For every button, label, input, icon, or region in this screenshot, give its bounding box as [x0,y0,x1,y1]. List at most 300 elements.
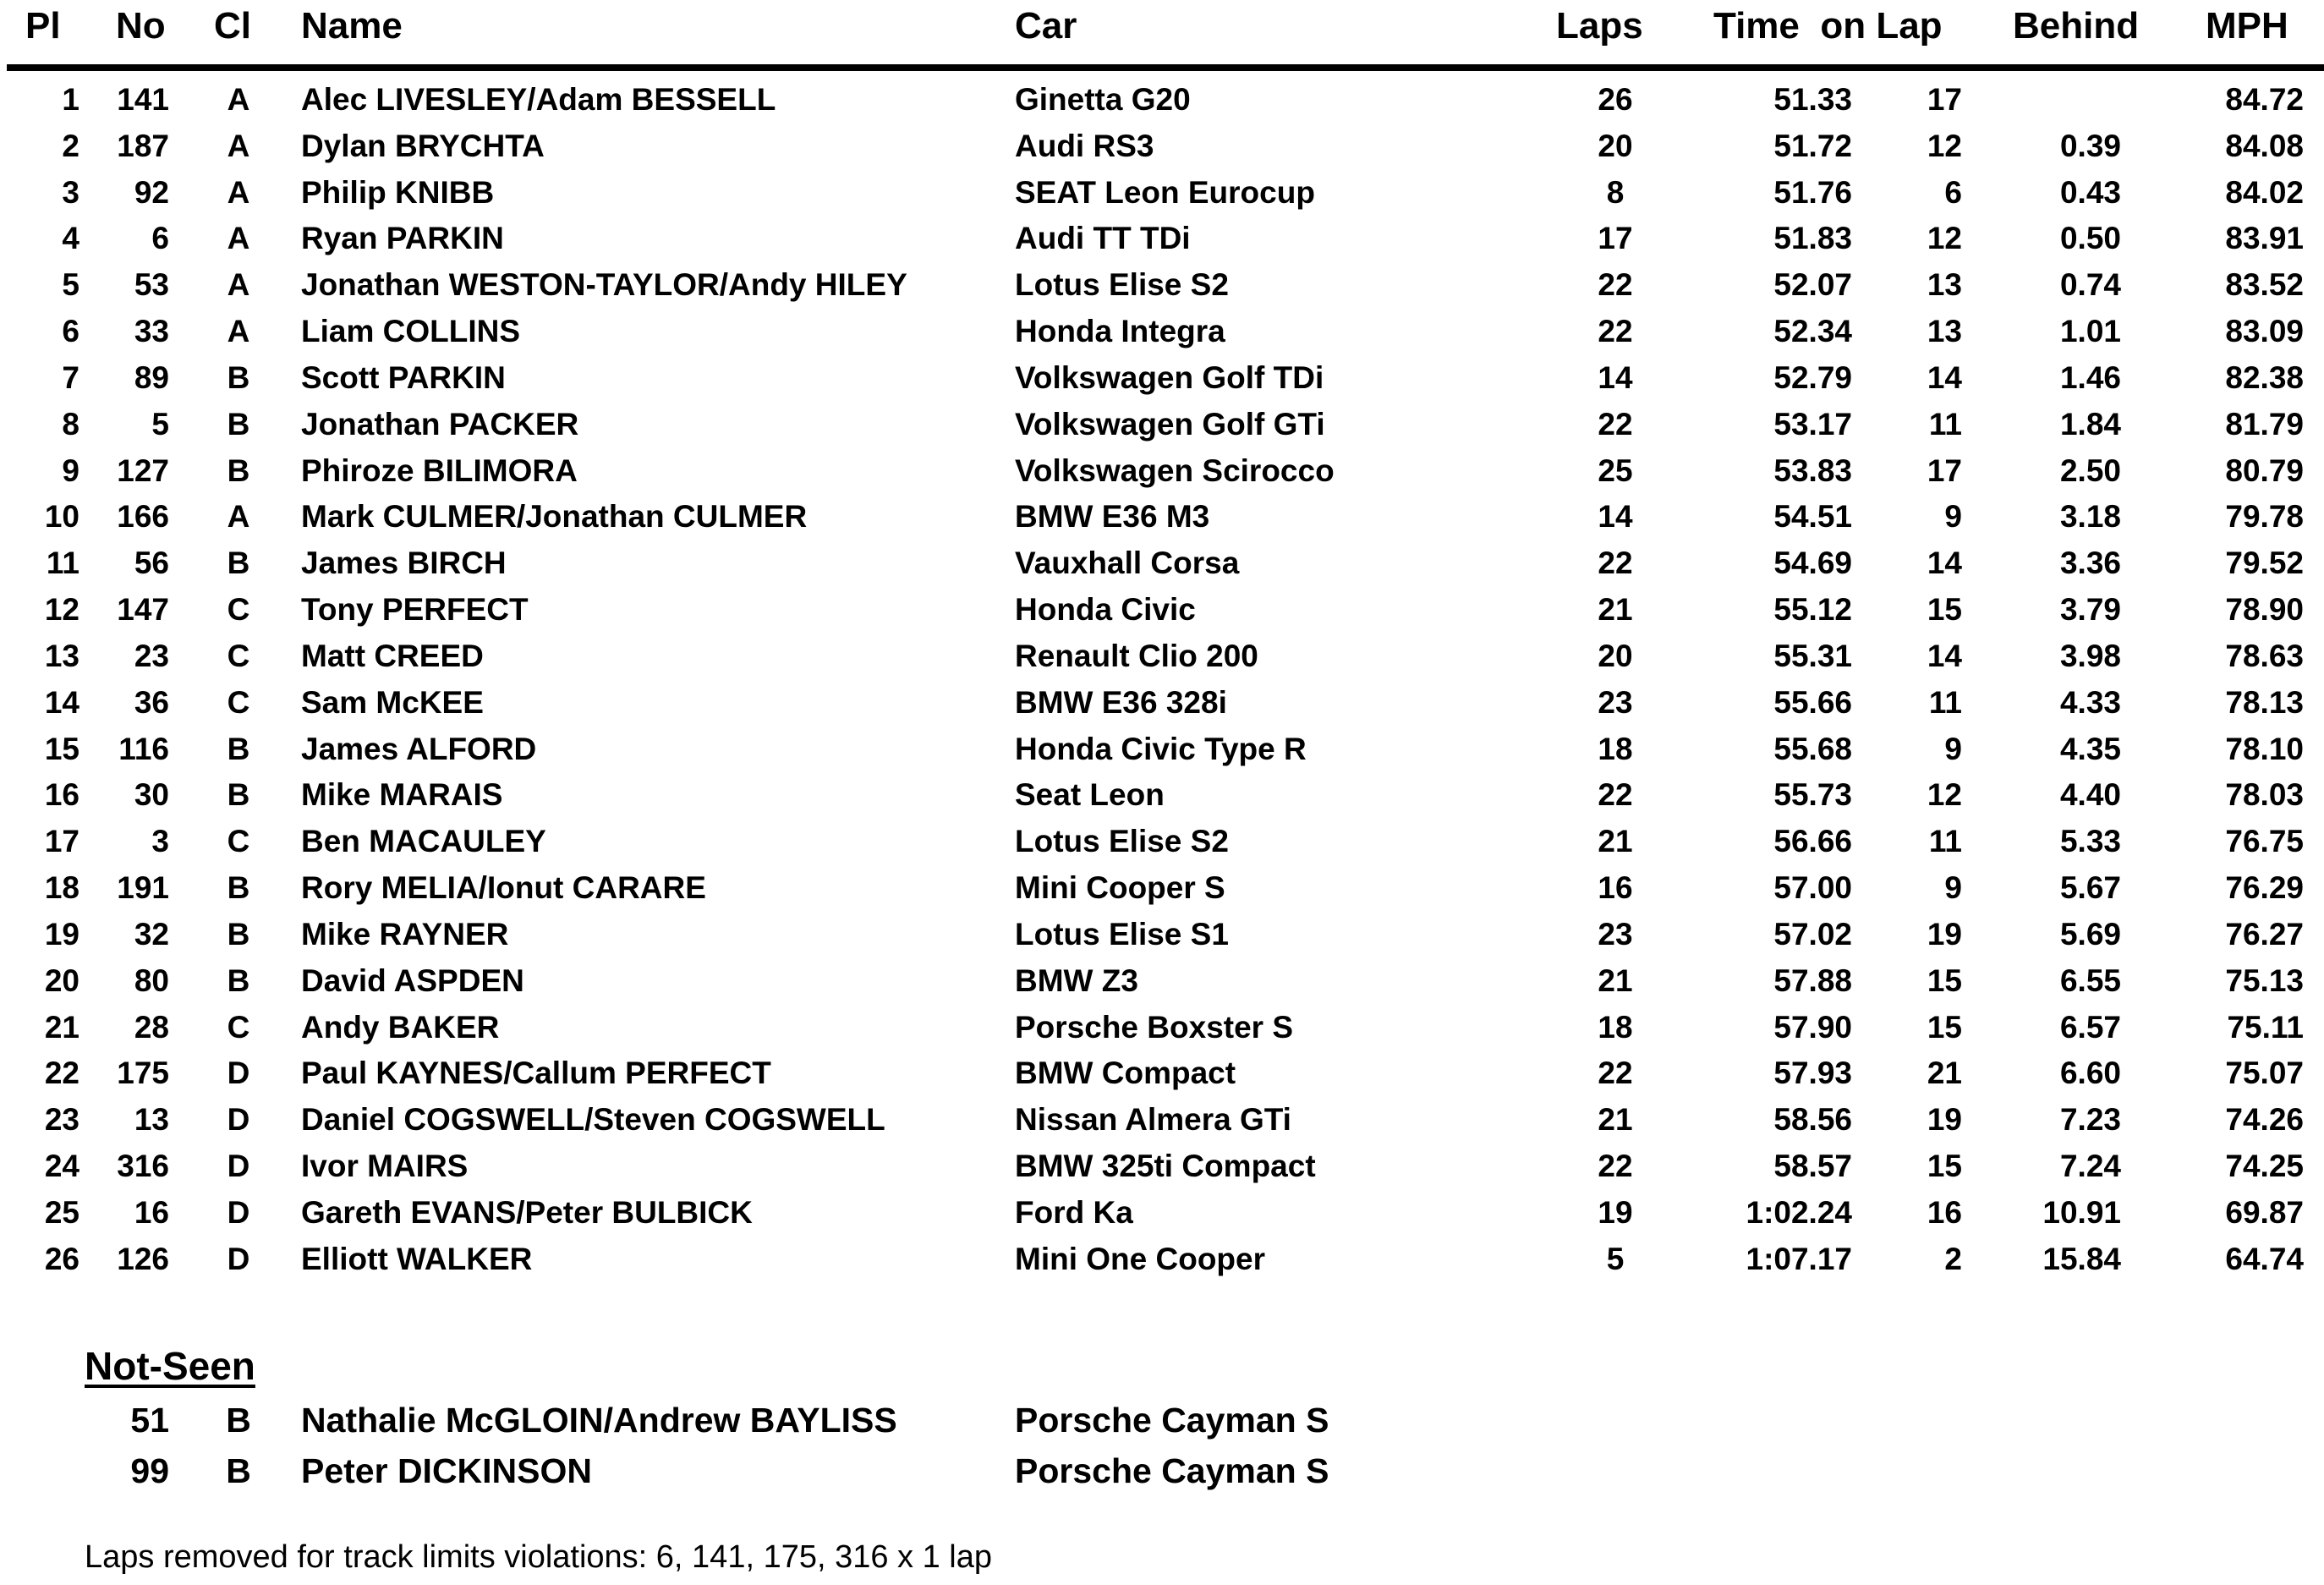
header-cl: Cl [214,5,251,47]
table-row [0,446,2324,492]
cell-cl: C [227,824,250,859]
cell-time: 51.33 [1773,82,1852,117]
cell-no: 187 [117,128,169,163]
not-seen-car: Porsche Cayman S [1015,1451,1329,1490]
cell-on-lap: 2 [1944,1241,1962,1276]
cell-time: 58.56 [1773,1102,1852,1138]
cell-name: Mike MARAIS [301,777,503,813]
cell-pl: 12 [44,592,79,628]
cell-car: Lotus Elise S1 [1015,916,1229,952]
cell-behind: 1.84 [2059,406,2121,441]
cell-car: Volkswagen Scirocco [1015,452,1335,488]
cell-mph: 82.38 [2225,359,2304,395]
cell-cl: B [227,546,250,581]
cell-no: 316 [117,1149,169,1184]
cell-name: Scott PARKIN [301,359,506,395]
cell-cl: A [227,82,250,117]
cell-name: Alec LIVESLEY/Adam BESSELL [301,82,776,117]
cell-pl: 4 [62,221,79,256]
cell-cl: B [227,777,250,813]
cell-laps: 21 [1598,1102,1633,1138]
cell-car: BMW E36 M3 [1015,499,1210,535]
cell-behind: 6.57 [2059,1009,2121,1045]
cell-laps: 14 [1598,499,1633,535]
cell-behind: 6.60 [2059,1056,2121,1091]
cell-no: 175 [117,1056,169,1091]
cell-time: 53.17 [1773,406,1852,441]
cell-time: 1:07.17 [1746,1241,1852,1276]
cell-cl: B [227,359,250,395]
cell-car: Porsche Boxster S [1015,1009,1294,1045]
cell-cl: B [227,406,250,441]
cell-behind: 3.18 [2059,499,2121,535]
cell-cl: A [227,499,250,535]
cell-car: Vauxhall Corsa [1015,546,1240,581]
cell-mph: 76.27 [2225,916,2304,952]
cell-on-lap: 15 [1927,1149,1962,1184]
cell-pl: 25 [44,1194,79,1230]
cell-on-lap: 14 [1927,638,1962,673]
header-mph: MPH [2206,5,2288,47]
cell-car: Renault Clio 200 [1015,638,1258,673]
cell-on-lap: 12 [1927,221,1962,256]
cell-cl: D [227,1102,250,1138]
cell-time: 55.31 [1773,638,1852,673]
cell-behind: 0.50 [2059,221,2121,256]
cell-cl: C [227,638,250,673]
cell-laps: 21 [1598,963,1633,998]
table-row [0,491,2324,538]
cell-laps: 26 [1598,82,1633,117]
cell-time: 51.72 [1773,128,1852,163]
cell-time: 55.73 [1773,777,1852,813]
cell-no: 141 [117,82,169,117]
results-table-body [0,74,2324,1281]
cell-car: Audi RS3 [1015,128,1154,163]
cell-laps: 18 [1598,1009,1633,1045]
cell-car: Lotus Elise S2 [1015,824,1229,859]
cell-name: Rory MELIA/Ionut CARARE [301,870,706,906]
cell-behind: 5.69 [2059,916,2121,952]
cell-behind: 1.01 [2059,314,2121,349]
cell-pl: 19 [44,916,79,952]
cell-behind: 0.39 [2059,128,2121,163]
cell-on-lap: 12 [1927,777,1962,813]
cell-car: Audi TT TDi [1015,221,1191,256]
cell-pl: 9 [62,452,79,488]
not-seen-car: Porsche Cayman S [1015,1401,1329,1440]
cell-mph: 78.63 [2225,638,2304,673]
cell-name: Mike RAYNER [301,916,509,952]
cell-behind: 3.98 [2059,638,2121,673]
cell-mph: 84.02 [2225,174,2304,210]
cell-time: 1:02.24 [1746,1194,1852,1230]
cell-cl: A [227,314,250,349]
cell-mph: 83.09 [2225,314,2304,349]
header-rule [7,64,2324,71]
cell-behind: 0.74 [2059,267,2121,303]
cell-cl: C [227,684,250,720]
cell-laps: 22 [1598,546,1633,581]
cell-car: Volkswagen Golf TDi [1015,359,1324,395]
cell-car: Honda Civic [1015,592,1196,628]
table-row [0,121,2324,167]
cell-behind: 10.91 [2042,1194,2121,1230]
cell-name: Matt CREED [301,638,484,673]
cell-cl: D [227,1056,250,1091]
cell-pl: 13 [44,638,79,673]
cell-laps: 21 [1598,824,1633,859]
cell-time: 51.76 [1773,174,1852,210]
cell-behind: 0.43 [2059,174,2121,210]
cell-mph: 78.13 [2225,684,2304,720]
not-seen-cl: B [226,1451,251,1490]
cell-behind: 15.84 [2042,1241,2121,1276]
cell-time: 57.88 [1773,963,1852,998]
cell-no: 36 [134,684,169,720]
table-row [0,1094,2324,1141]
table-row [0,213,2324,260]
cell-name: Tony PERFECT [301,592,529,628]
cell-time: 52.79 [1773,359,1852,395]
cell-name: Mark CULMER/Jonathan CULMER [301,499,808,535]
cell-no: 92 [134,174,169,210]
cell-on-lap: 17 [1927,82,1962,117]
cell-no: 23 [134,638,169,673]
cell-time: 57.00 [1773,870,1852,906]
cell-name: James BIRCH [301,546,507,581]
cell-time: 57.02 [1773,916,1852,952]
results-table-header [0,0,2324,64]
cell-laps: 22 [1598,267,1633,303]
cell-name: Elliott WALKER [301,1241,533,1276]
cell-mph: 75.11 [2227,1009,2304,1045]
not-seen-no: 51 [130,1401,169,1440]
cell-name: Ivor MAIRS [301,1149,469,1184]
cell-name: Andy BAKER [301,1009,500,1045]
cell-no: 3 [151,824,169,859]
table-row [0,909,2324,956]
cell-on-lap: 13 [1927,314,1962,349]
cell-name: James ALFORD [301,731,537,766]
cell-pl: 14 [44,684,79,720]
cell-car: BMW Z3 [1015,963,1138,998]
cell-cl: A [227,267,250,303]
table-row [0,353,2324,399]
cell-car: Volkswagen Golf GTi [1015,406,1325,441]
header-time-on-lap: Time on Lap [1713,5,1943,47]
cell-mph: 78.90 [2225,592,2304,628]
cell-time: 52.34 [1773,314,1852,349]
cell-pl: 5 [62,267,79,303]
header-pl: Pl [25,5,61,47]
cell-no: 147 [117,592,169,628]
cell-no: 16 [134,1194,169,1230]
cell-name: Jonathan PACKER [301,406,579,441]
cell-car: BMW Compact [1015,1056,1236,1091]
cell-time: 51.83 [1773,221,1852,256]
table-row [0,1234,2324,1281]
cell-mph: 79.78 [2225,499,2304,535]
cell-behind: 7.24 [2059,1149,2121,1184]
cell-behind: 5.33 [2059,824,2121,859]
cell-on-lap: 19 [1927,916,1962,952]
cell-laps: 22 [1598,1149,1633,1184]
cell-on-lap: 6 [1944,174,1962,210]
header-car: Car [1015,5,1077,47]
cell-cl: B [227,731,250,766]
cell-no: 32 [134,916,169,952]
cell-laps: 22 [1598,406,1633,441]
cell-no: 56 [134,546,169,581]
cell-pl: 26 [44,1241,79,1276]
table-row [0,167,2324,214]
cell-mph: 64.74 [2225,1241,2304,1276]
cell-pl: 7 [62,359,79,395]
cell-no: 191 [117,870,169,906]
table-row [0,770,2324,816]
cell-mph: 83.52 [2225,267,2304,303]
footer-note: Laps removed for track limits violations: 6, 141, 175, 316 x 1 lap [85,1539,992,1575]
cell-cl: C [227,1009,250,1045]
cell-mph: 78.03 [2225,777,2304,813]
cell-on-lap: 12 [1927,128,1962,163]
cell-name: Philip KNIBB [301,174,495,210]
header-laps: Laps [1556,5,1643,47]
cell-laps: 25 [1598,452,1633,488]
table-row [0,584,2324,631]
cell-on-lap: 13 [1927,267,1962,303]
cell-name: Gareth EVANS/Peter BULBICK [301,1194,753,1230]
cell-cl: D [227,1241,250,1276]
cell-pl: 16 [44,777,79,813]
cell-cl: D [227,1149,250,1184]
cell-no: 53 [134,267,169,303]
cell-name: Dylan BRYCHTA [301,128,545,163]
cell-laps: 22 [1598,314,1633,349]
not-seen-title: Not-Seen [85,1344,255,1388]
table-row [0,631,2324,677]
cell-no: 6 [151,221,169,256]
cell-pl: 2 [62,128,79,163]
cell-no: 5 [151,406,169,441]
cell-on-lap: 19 [1927,1102,1962,1138]
cell-behind: 3.36 [2059,546,2121,581]
cell-on-lap: 9 [1944,870,1962,906]
cell-time: 53.83 [1773,452,1852,488]
cell-name: Paul KAYNES/Callum PERFECT [301,1056,771,1091]
not-seen-cl: B [226,1401,251,1440]
cell-cl: D [227,1194,250,1230]
cell-pl: 15 [44,731,79,766]
cell-on-lap: 9 [1944,499,1962,535]
cell-behind: 3.79 [2059,592,2121,628]
header-behind: Behind [2013,5,2140,47]
cell-pl: 8 [62,406,79,441]
cell-pl: 21 [44,1009,79,1045]
cell-time: 57.90 [1773,1009,1852,1045]
cell-car: Mini Cooper S [1015,870,1225,906]
cell-pl: 20 [44,963,79,998]
not-seen-row [0,1397,2324,1448]
cell-pl: 23 [44,1102,79,1138]
cell-car: Lotus Elise S2 [1015,267,1229,303]
cell-no: 30 [134,777,169,813]
table-row [0,1187,2324,1234]
cell-laps: 5 [1606,1241,1625,1276]
cell-cl: B [227,870,250,906]
cell-no: 126 [117,1241,169,1276]
not-seen-row [0,1448,2324,1499]
cell-on-lap: 17 [1927,452,1962,488]
cell-on-lap: 15 [1927,592,1962,628]
cell-laps: 21 [1598,592,1633,628]
cell-name: Liam COLLINS [301,314,521,349]
cell-on-lap: 15 [1927,1009,1962,1045]
cell-mph: 76.75 [2225,824,2304,859]
cell-cl: B [227,452,250,488]
cell-car: Seat Leon [1015,777,1165,813]
cell-time: 54.69 [1773,546,1852,581]
not-seen-list [0,1397,2324,1499]
table-row [0,724,2324,771]
table-row [0,816,2324,863]
cell-pl: 3 [62,174,79,210]
cell-behind: 4.40 [2059,777,2121,813]
cell-name: Sam McKEE [301,684,484,720]
cell-mph: 69.87 [2225,1194,2304,1230]
cell-on-lap: 16 [1927,1194,1962,1230]
cell-laps: 22 [1598,777,1633,813]
cell-time: 52.07 [1773,267,1852,303]
table-row [0,1048,2324,1094]
table-row [0,399,2324,446]
cell-on-lap: 21 [1927,1056,1962,1091]
cell-mph: 84.08 [2225,128,2304,163]
cell-laps: 20 [1598,128,1633,163]
cell-no: 116 [118,731,169,766]
cell-pl: 18 [44,870,79,906]
cell-laps: 22 [1598,1056,1633,1091]
cell-car: Nissan Almera GTi [1015,1102,1291,1138]
cell-behind: 5.67 [2059,870,2121,906]
cell-pl: 6 [62,314,79,349]
cell-laps: 8 [1606,174,1625,210]
cell-name: Ben MACAULEY [301,824,546,859]
table-row [0,1002,2324,1049]
cell-car: SEAT Leon Eurocup [1015,174,1315,210]
cell-on-lap: 9 [1944,731,1962,766]
cell-mph: 84.72 [2225,82,2304,117]
cell-name: Phiroze BILIMORA [301,452,578,488]
cell-laps: 17 [1598,221,1633,256]
cell-mph: 78.10 [2225,731,2304,766]
table-row [0,677,2324,724]
cell-cl: B [227,916,250,952]
cell-name: Ryan PARKIN [301,221,504,256]
cell-behind: 4.35 [2059,731,2121,766]
cell-behind: 4.33 [2059,684,2121,720]
not-seen-name: Peter DICKINSON [301,1451,593,1490]
cell-laps: 16 [1598,870,1633,906]
not-seen-no: 99 [130,1451,169,1490]
cell-pl: 17 [44,824,79,859]
cell-mph: 80.79 [2225,452,2304,488]
cell-no: 89 [134,359,169,395]
cell-behind: 1.46 [2059,359,2121,395]
cell-car: Honda Civic Type R [1015,731,1307,766]
table-row [0,863,2324,909]
cell-name: Jonathan WESTON-TAYLOR/Andy HILEY [301,267,907,303]
cell-cl: B [227,963,250,998]
cell-no: 13 [134,1102,169,1138]
cell-name: David ASPDEN [301,963,524,998]
cell-on-lap: 14 [1927,546,1962,581]
cell-time: 55.12 [1773,592,1852,628]
header-name: Name [301,5,403,47]
cell-car: BMW 325ti Compact [1015,1149,1316,1184]
cell-pl: 24 [44,1149,79,1184]
cell-on-lap: 11 [1928,406,1962,441]
cell-time: 57.93 [1773,1056,1852,1091]
cell-car: BMW E36 328i [1015,684,1227,720]
cell-time: 54.51 [1773,499,1852,535]
cell-car: Ginetta G20 [1015,82,1191,117]
cell-mph: 75.07 [2225,1056,2304,1091]
cell-on-lap: 15 [1927,963,1962,998]
not-seen-name: Nathalie McGLOIN/Andrew BAYLISS [301,1401,897,1440]
cell-laps: 20 [1598,638,1633,673]
cell-car: Mini One Cooper [1015,1241,1265,1276]
cell-time: 56.66 [1773,824,1852,859]
cell-pl: 22 [44,1056,79,1091]
cell-mph: 81.79 [2225,406,2304,441]
cell-on-lap: 11 [1928,824,1962,859]
cell-car: Ford Ka [1015,1194,1133,1230]
cell-no: 166 [117,499,169,535]
cell-no: 80 [134,963,169,998]
cell-mph: 83.91 [2225,221,2304,256]
cell-laps: 23 [1598,684,1633,720]
cell-laps: 18 [1598,731,1633,766]
cell-time: 55.66 [1773,684,1852,720]
cell-laps: 23 [1598,916,1633,952]
cell-pl: 10 [44,499,79,535]
table-row [0,538,2324,584]
cell-cl: A [227,174,250,210]
cell-behind: 6.55 [2059,963,2121,998]
cell-behind: 7.23 [2059,1102,2121,1138]
cell-no: 127 [117,452,169,488]
cell-time: 55.68 [1773,731,1852,766]
cell-mph: 76.29 [2225,870,2304,906]
cell-cl: A [227,221,250,256]
cell-mph: 79.52 [2225,546,2304,581]
table-row [0,74,2324,121]
cell-mph: 75.13 [2225,963,2304,998]
header-no: No [116,5,166,47]
cell-laps: 19 [1598,1194,1633,1230]
cell-laps: 14 [1598,359,1633,395]
cell-no: 28 [134,1009,169,1045]
cell-time: 58.57 [1773,1149,1852,1184]
cell-mph: 74.26 [2225,1102,2304,1138]
cell-on-lap: 11 [1928,684,1962,720]
cell-pl: 1 [62,82,79,117]
cell-name: Daniel COGSWELL/Steven COGSWELL [301,1102,885,1138]
cell-no: 33 [134,314,169,349]
cell-cl: A [227,128,250,163]
